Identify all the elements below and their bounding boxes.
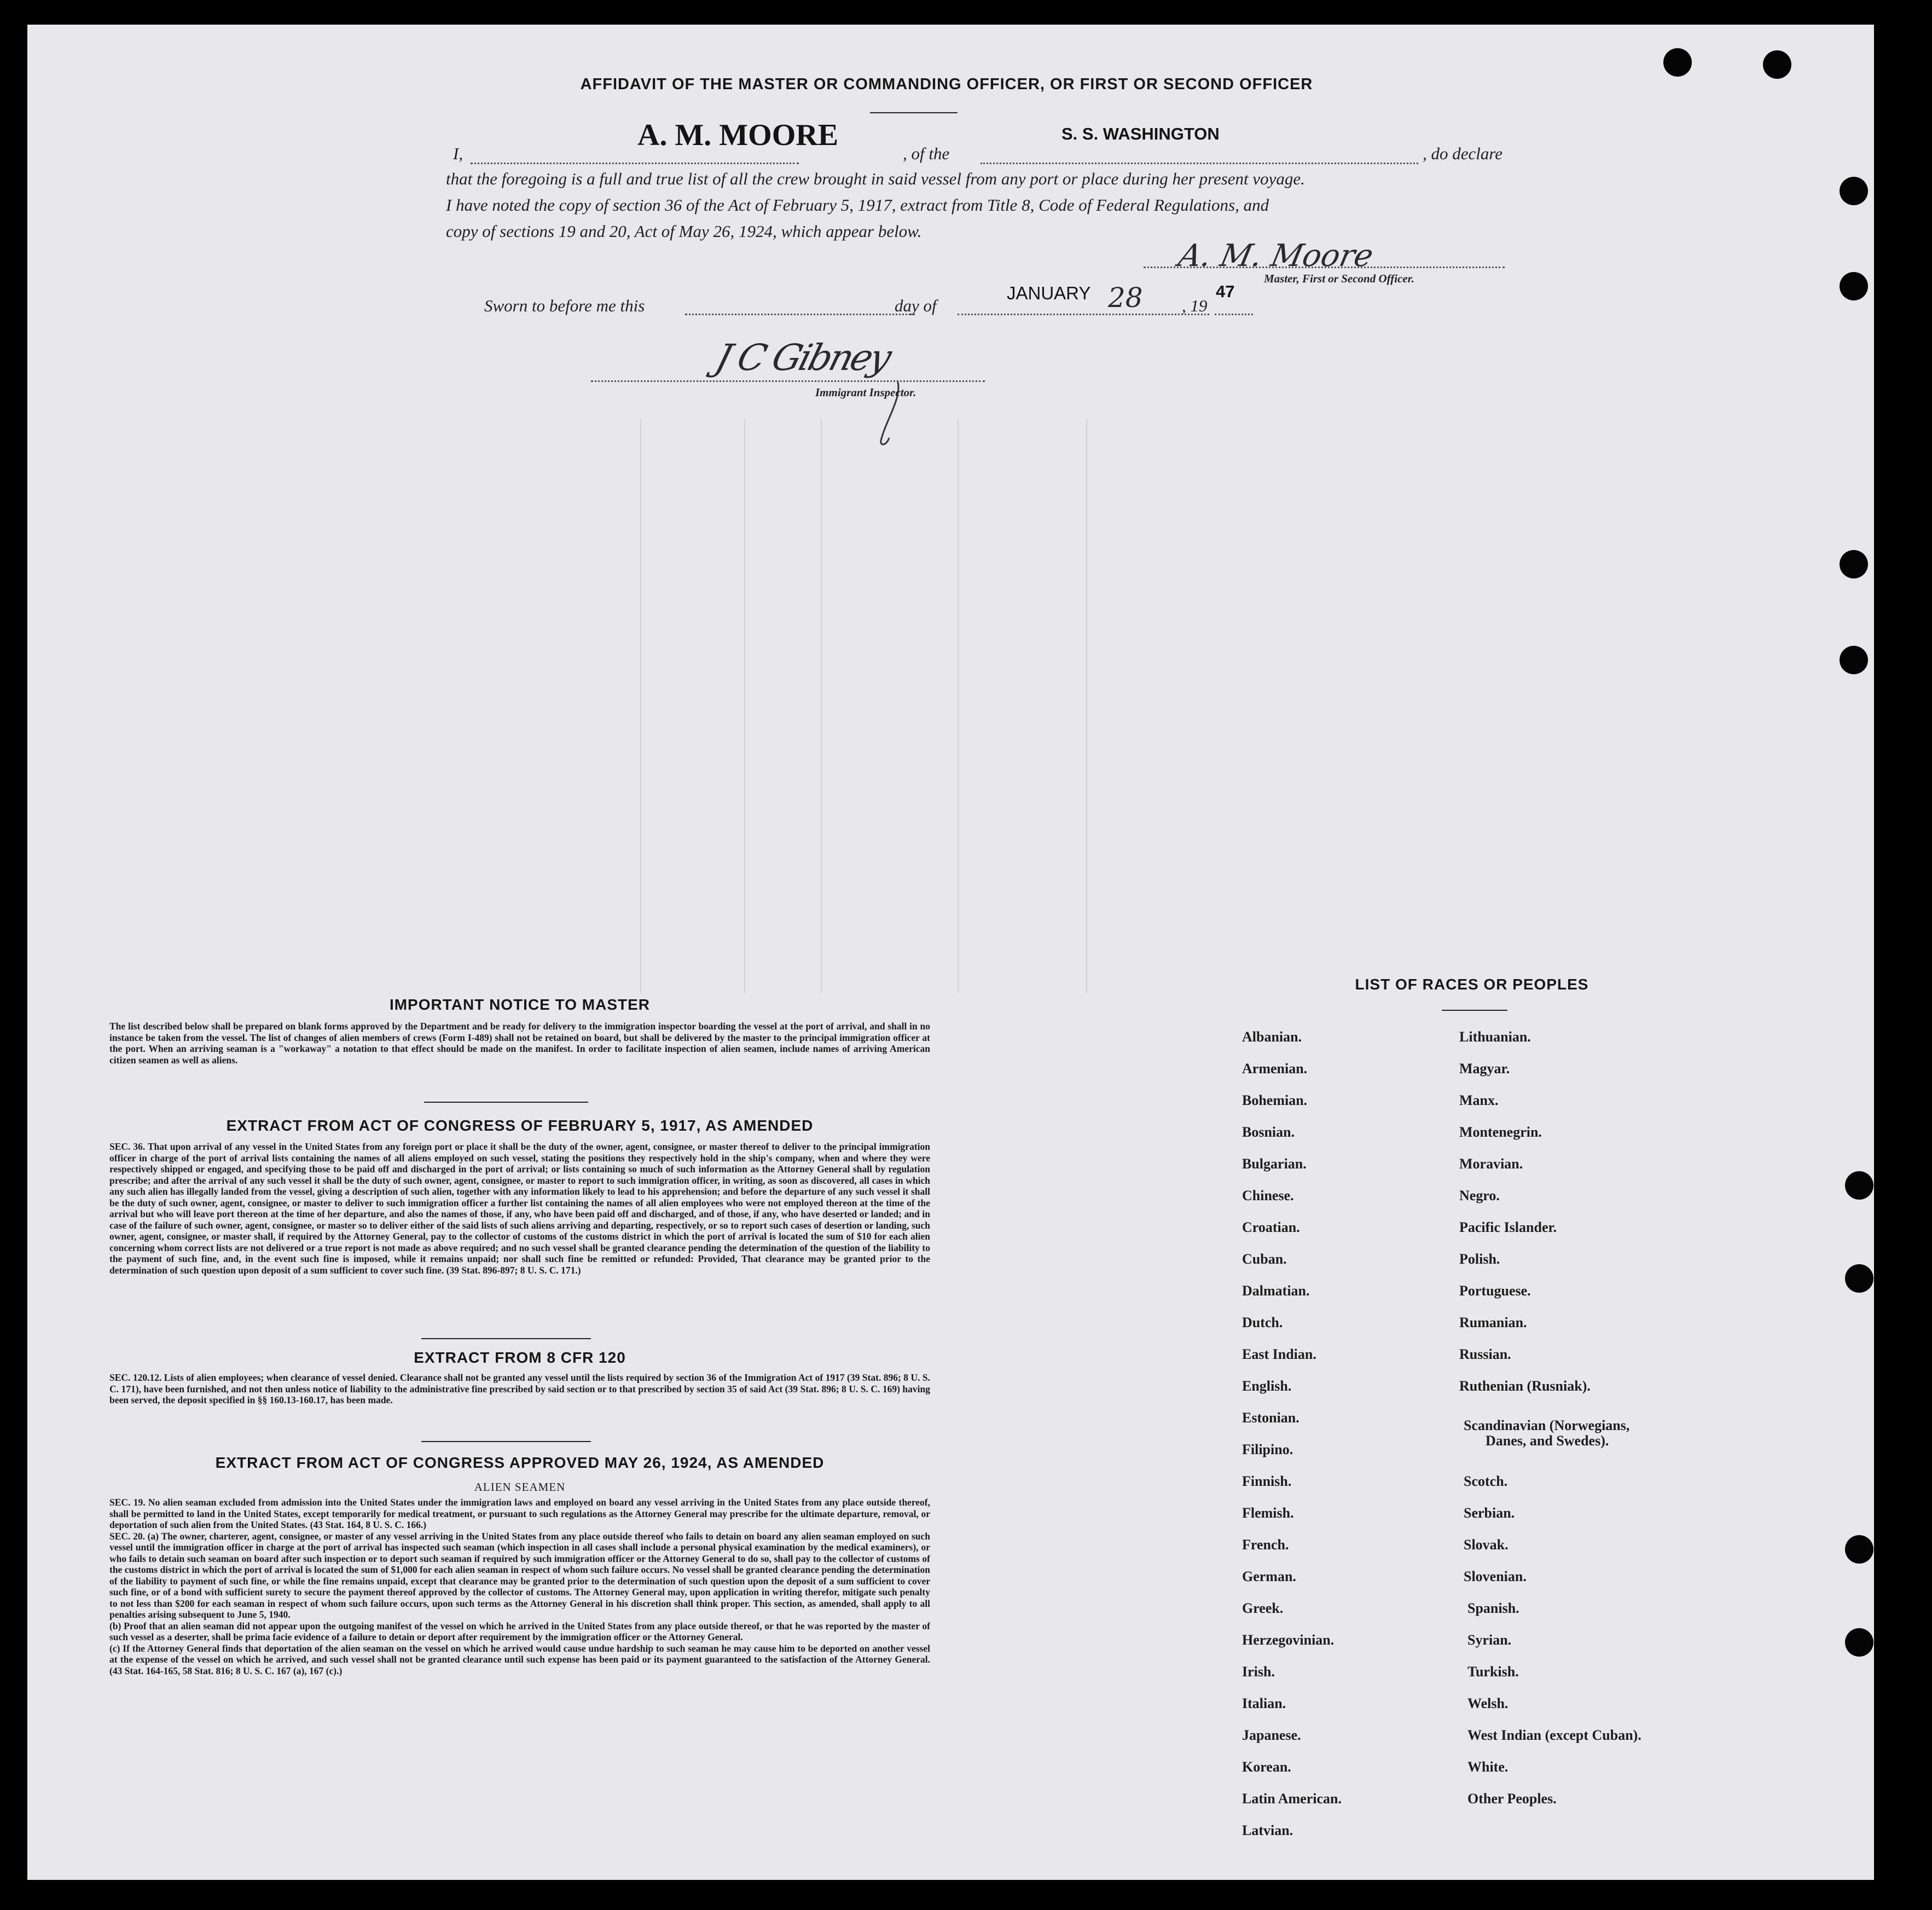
race-item: Irish.	[1242, 1664, 1275, 1680]
race-item: Bulgarian.	[1242, 1156, 1307, 1172]
race-item: German.	[1242, 1568, 1296, 1584]
race-item: East Indian.	[1242, 1346, 1316, 1362]
race-item: Spanish.	[1467, 1600, 1519, 1616]
punch-hole	[1840, 550, 1868, 578]
punch-hole	[1663, 48, 1692, 77]
race-item: Japanese.	[1242, 1727, 1301, 1743]
race-item: Danes, and Swedes).	[1486, 1433, 1609, 1449]
column-rule	[1086, 419, 1087, 993]
extract-cfr-rule	[421, 1441, 591, 1442]
race-item: Manx.	[1459, 1092, 1499, 1108]
inspector-signature-line	[591, 380, 985, 382]
section-20c-text: (c) If the Attorney General finds that deportation of the alien seaman on the vessel on which he arrived would cause undue hardship to such seaman he may cause him to be deported on another vessel at the expense of the vessel on which he arrived, and such vessel shall not be granted clearance until such expense has been paid or its payment guaranteed to the satisfaction of the Attorney General. (43 Stat. 164-165, 58 Stat. 816; 8 U. S. C. 167 (a), 167 (c).)	[109, 1642, 930, 1676]
race-item: French.	[1242, 1537, 1289, 1553]
races-heading: LIST OF RACES OR PEOPLES	[1355, 976, 1589, 993]
extract-1917-text: SEC. 36. That upon arrival of any vessel in the United States from any foreign port or place it shall be the duty of the owner, agent, consignee, or master thereof to deliver to the principal immigration officer in charge of the port of arrival lists containing the names of all aliens employed on such vessel, stating the positions they respectively hold in the ship's company, when and where they were respectively shipped or engaged, and specifying those to be paid off and discharged in the port of arrival; or lists containing so much of such information as the Attorney General shall by regulation prescribe; and after the arrival of any such vessel it shall be the duty of such owner, agent, consignee, or master to report to such immigration officer, in writing, as soon as discovered, all cases in which any such alien has illegally landed from the vessel, giving a description of such alien, together with any information likely to lead to his apprehension; and before the departure of any such vessel it shall be the duty of such owner, agent, consignee, or master to deliver to such immigration officer a further list containing the names of all alien employees who were not employed thereon at the time of the arrival but who will leave port thereon at the time of her departure, and also the names of those, if any, who have been paid off and discharged, and of those, if any, who have deserted or landed; and in case of the failure of such owner, agent, consignee, or master so to deliver either of the said lists of such aliens arriving and departing, respectively, or so to report such cases of desertion or landing, such owner, agent, consignee, or master shall, if required by the Attorney General, pay to the collector of customs of the customs district in which the port of arrival is located the sum of $10 for each alien concerning whom correct lists are not delivered or a true report is not made as above required; and no such vessel shall be granted clearance pending the determination of the question of the liability to the payment of such fine, and, in the event such fine is imposed, while it remains unpaid; nor shall such fine be remitted or refunded: Provided, That clearance may be granted prior to the determination of such question upon deposit of a sum sufficient to cover such fine. (39 Stat. 896-897; 8 U. S. C. 171.)	[109, 1141, 930, 1276]
race-item: Dalmatian.	[1242, 1283, 1310, 1299]
race-item: Turkish.	[1467, 1664, 1519, 1680]
master-signature-line	[1144, 267, 1505, 268]
race-item: Moravian.	[1459, 1156, 1523, 1172]
day-of-label: day of	[895, 296, 937, 315]
extract-cfr-heading: EXTRACT FROM 8 CFR 120	[414, 1349, 626, 1366]
race-item: Serbian.	[1464, 1505, 1515, 1521]
sworn-day: 28	[1108, 282, 1143, 314]
race-item: Croatian.	[1242, 1219, 1300, 1235]
punch-hole	[1840, 177, 1868, 205]
race-item: Slovenian.	[1464, 1568, 1527, 1584]
notice-text: The list described below shall be prepared on blank forms approved by the Department and be ready for delivery to the immigration inspector boarding the vessel at the port of arrival, and shall in no instance be taken from the vessel. The list of changes of alien members of crews (Form I-489) shall not be retained on board, but shall be delivered by the master to the principal immigration officer at the port. When an arriving seaman is a "workaway" a notation to that effect should be made on the manifest. In order to facilitate inspection of alien seamen, include names of arriving American citizen seamen as well as aliens.	[109, 1021, 930, 1066]
race-item: Estonian.	[1242, 1410, 1299, 1426]
form-sheet	[27, 25, 1874, 1880]
race-item: Pacific Islander.	[1459, 1219, 1557, 1235]
extract-1917-heading: EXTRACT FROM ACT OF CONGRESS OF FEBRUARY 5, 1917, AS AMENDED	[226, 1117, 814, 1134]
race-item: Latvian.	[1242, 1822, 1293, 1838]
column-rule	[821, 419, 822, 993]
race-item: Korean.	[1242, 1759, 1291, 1775]
section-19-text: SEC. 19. No alien seaman excluded from admission into the United States under the immigration laws and employed on board any vessel arriving in the United States from any place outside thereof, shall be permitted to land in the United States, except temporarily for medical treatment, or pursuant to such regulations as the Attorney General may prescribe for the ultimate departure, removal, or deportation of such alien from the United States. (43 Stat. 164, 8 U. S. C. 166.)	[109, 1497, 930, 1530]
declaration-line-2: I have noted the copy of section 36 of the Act of February 5, 1917, extract from Title 8, Code of Federal Regulations, and	[446, 195, 1269, 215]
inspector-signature: J C Gibney	[711, 337, 895, 379]
affidavit-title: AFFIDAVIT OF THE MASTER OR COMMANDING OFFICER, OR FIRST OR SECOND OFFICER	[580, 76, 1313, 93]
sworn-label: Sworn to before me this	[484, 296, 645, 315]
race-item: Cuban.	[1242, 1251, 1287, 1267]
race-item: Dutch.	[1242, 1315, 1283, 1330]
master-title: Master, First or Second Officer.	[1264, 272, 1414, 285]
extract-1924-body	[109, 1497, 930, 1676]
race-item: Negro.	[1459, 1188, 1500, 1203]
race-item: Magyar.	[1459, 1061, 1510, 1076]
race-item: Albanian.	[1242, 1029, 1302, 1045]
race-item: Welsh.	[1467, 1695, 1509, 1711]
punch-hole	[1845, 1171, 1873, 1200]
race-item: Russian.	[1459, 1346, 1511, 1362]
column-rule	[958, 419, 959, 993]
extract-1917-rule	[421, 1338, 591, 1339]
punch-hole	[1840, 646, 1868, 674]
race-item: English.	[1242, 1378, 1292, 1394]
race-item: Rumanian.	[1459, 1315, 1527, 1330]
race-item: Ruthenian (Rusniak).	[1459, 1378, 1591, 1394]
race-item: Bosnian.	[1242, 1124, 1295, 1140]
name-line	[471, 163, 799, 164]
sworn-date-line	[958, 314, 1209, 315]
race-item: Latin American.	[1242, 1791, 1342, 1807]
extract-cfr-text: SEC. 120.12. Lists of alien employees; when clearance of vessel denied. Clearance shall not be granted any vessel until the lists required by section 36 of the Immigration Act of 1917 (39 Stat. 896; 8 U. S. C. 171), have been furnished, and not then unless notice of liability to the administrative fine prescribed by said section or to that prescribed by section 35 of said Act (39 Stat. 896; 8 U. S. C. 169) having been served, the deposit specified in §§ 160.13-160.17, has been made.	[109, 1372, 930, 1405]
year-suffix: 47	[1216, 282, 1235, 301]
race-item: Other Peoples.	[1467, 1791, 1557, 1807]
vessel-name: S. S. WASHINGTON	[1061, 124, 1220, 143]
race-item: Filipino.	[1242, 1442, 1293, 1457]
punch-hole	[1845, 1535, 1873, 1564]
master-signature: A. M. Moore	[1175, 238, 1377, 274]
declaration-line-1: that the foregoing is a full and true list of all the crew brought in said vessel from any port or place during her present voyage.	[446, 169, 1305, 188]
extract-1924-heading: EXTRACT FROM ACT OF CONGRESS APPROVED MAY 26, 1924, AS AMENDED	[215, 1454, 825, 1471]
race-item: Chinese.	[1242, 1188, 1294, 1203]
race-item: Herzegovinian.	[1242, 1632, 1335, 1648]
section-20b-text: (b) Proof that an alien seaman did not appear upon the outgoing manifest of the vessel on which he arrived in the United States from any place outside thereof, or that he was reported by the master of such vessel as a deserter, shall be prima facie evidence of a failure to detain or deport after requirement by the immigration officer or the Attorney General.	[109, 1620, 930, 1642]
vessel-line	[980, 163, 1418, 164]
race-item: Flemish.	[1242, 1505, 1294, 1521]
race-item: Portuguese.	[1459, 1283, 1531, 1299]
do-declare-label: , do declare	[1423, 144, 1503, 163]
master-name: A. M. MOORE	[637, 118, 839, 152]
column-rule	[640, 419, 641, 993]
races-rule	[1442, 1010, 1507, 1011]
inspector-title: Immigrant Inspector.	[815, 386, 916, 399]
title-rule	[870, 112, 958, 113]
punch-hole	[1840, 272, 1868, 300]
punch-hole	[1845, 1628, 1873, 1657]
section-20a-text: SEC. 20. (a) The owner, charterer, agent, consignee, or master of any vessel arriving in the United States from any place outside thereof who fails to detain on board any alien seaman employed on such vessel until the immigration officer in charge at the port of arrival has inspected such seaman (which inspection in all cases shall include a personal physical examination by the medical examiners), or who fails to detain such seaman on board after such inspection or to deport such seaman if required by such immigration officer or the Attorney General to do so, shall pay to the collector of customs of the customs district in which the port of arrival is located the sum of $1,000 for each alien seaman in respect of whom such failure occurs. No vessel shall be granted clearance pending the determination of the liability to payment of such fine, or while the fine remains unpaid, except that clearance may be granted prior to the determination of such question upon the deposit of a sum sufficient to cover such fine, or of a bond with sufficient surety to secure the payment thereof approved by the collector of customs. The Attorney General may, upon application in writing therefor, mitigate such penalty to not less than $200 for each seaman in respect of whom such failure occurs, upon such terms as the Attorney General in his discretion shall think proper. This section, as amended, shall apply to all penalties arising subsequent to June 5, 1940.	[109, 1530, 930, 1620]
year-prefix: , 19	[1182, 296, 1208, 315]
race-item: Syrian.	[1467, 1632, 1512, 1648]
race-item: Italian.	[1242, 1695, 1286, 1711]
year-line	[1215, 314, 1253, 315]
declaration-line-3: copy of sections 19 and 20, Act of May 26, 1924, which appear below.	[446, 222, 922, 241]
notice-heading: IMPORTANT NOTICE TO MASTER	[389, 996, 651, 1013]
race-item: Armenian.	[1242, 1061, 1308, 1076]
of-the-label: , of the	[903, 144, 950, 163]
punch-hole	[1845, 1264, 1873, 1293]
extract-1924-subheading: ALIEN SEAMEN	[474, 1480, 566, 1494]
sworn-day-line	[685, 314, 915, 315]
race-item: Finnish.	[1242, 1473, 1292, 1489]
race-item: White.	[1467, 1759, 1509, 1775]
sworn-month: JANUARY	[1007, 283, 1091, 303]
race-item: Scandinavian (Norwegians,	[1464, 1417, 1630, 1433]
race-item: Scotch.	[1464, 1473, 1508, 1489]
notice-rule	[424, 1102, 588, 1103]
race-item: West Indian (except Cuban).	[1467, 1727, 1641, 1743]
race-item: Slovak.	[1464, 1537, 1509, 1553]
race-item: Lithuanian.	[1459, 1029, 1531, 1045]
punch-hole	[1763, 50, 1791, 79]
race-item: Montenegrin.	[1459, 1124, 1542, 1140]
i-label: I,	[453, 144, 463, 163]
column-rule	[744, 419, 745, 993]
race-item: Polish.	[1459, 1251, 1500, 1267]
race-item: Greek.	[1242, 1600, 1284, 1616]
race-item: Bohemian.	[1242, 1092, 1308, 1108]
